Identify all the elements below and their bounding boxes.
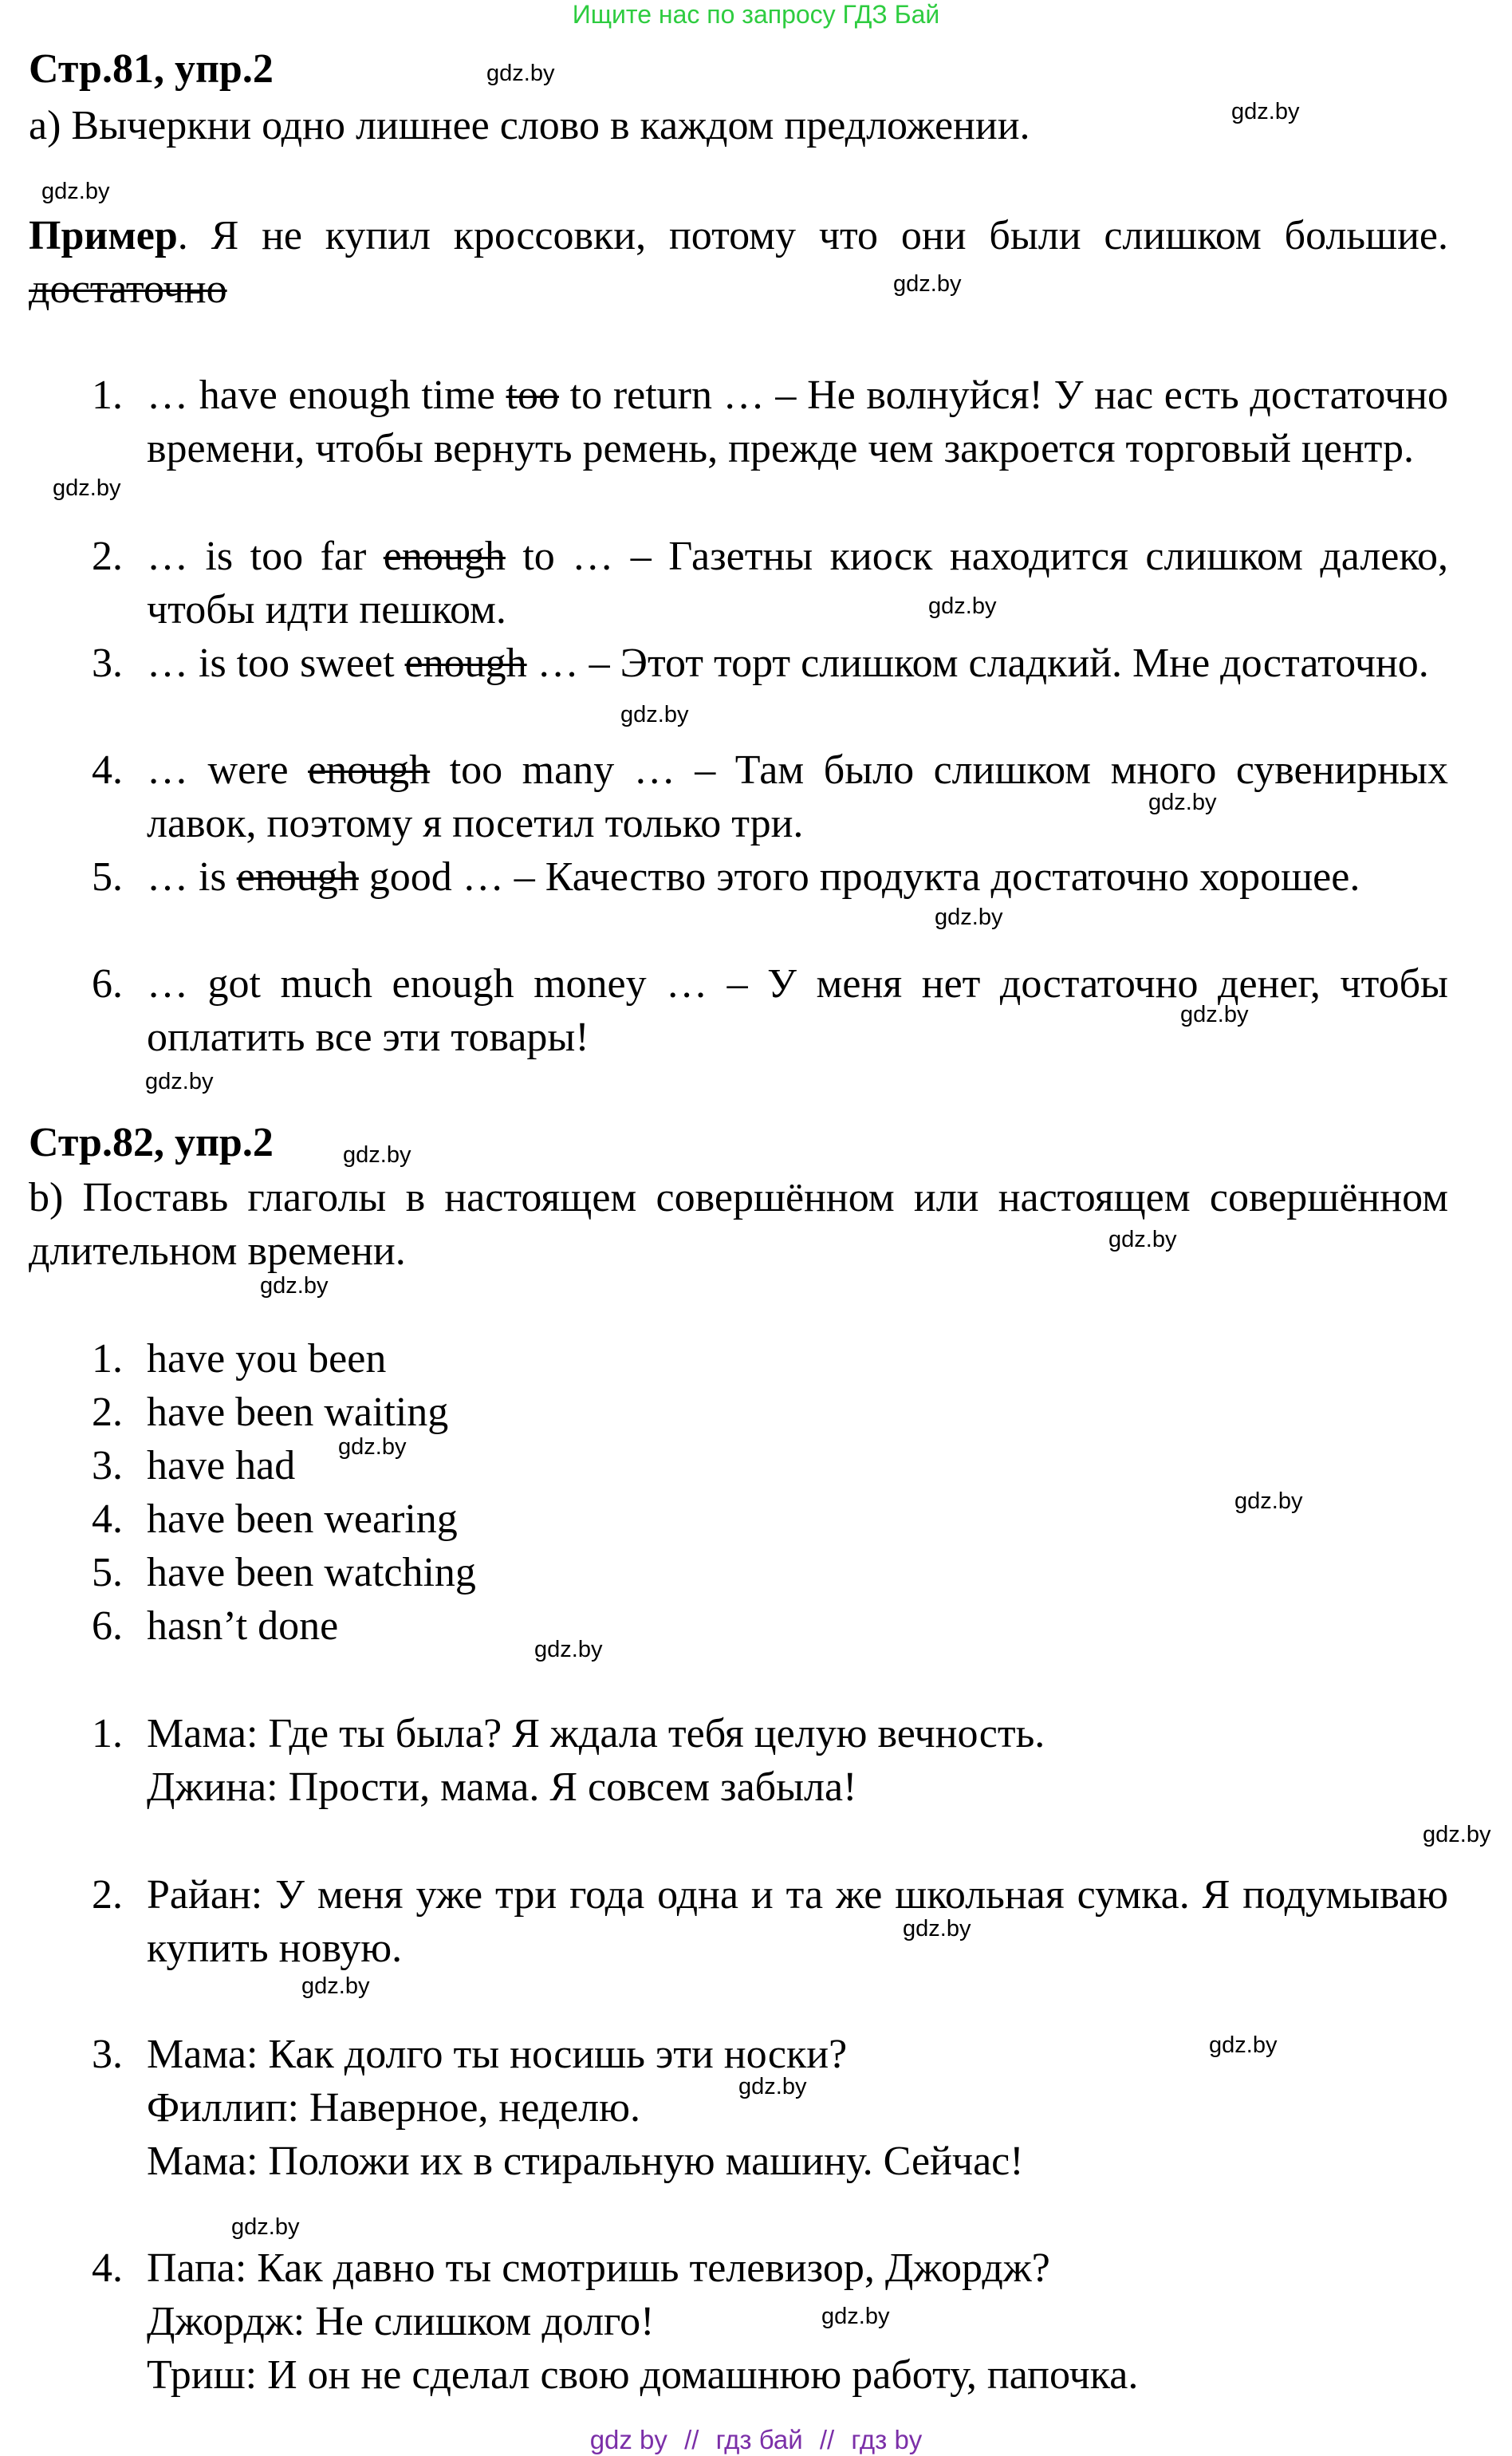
watermark: gdz.by: [903, 1916, 971, 1942]
watermark: gdz.by: [41, 179, 110, 204]
dialogue-1-line-1: Мама: Где ты была? Я ждала тебя целую вечность.: [147, 1711, 1045, 1756]
item-3-number: 3.: [92, 641, 123, 686]
item-4-strike: enough: [308, 747, 431, 793]
watermark: gdz.by: [821, 2304, 890, 2329]
answer-4-text: have been wearing: [147, 1496, 458, 1542]
item-2-pre: … is too far: [147, 534, 384, 579]
item-4-pre: … were: [147, 747, 309, 793]
example-strike: достаточно: [29, 266, 227, 312]
item-3-text: [147, 637, 1448, 690]
watermark: gdz.by: [620, 702, 689, 727]
item-3-post: … – Этот торт слишком сладкий. Мне достаточно.: [526, 641, 1429, 686]
bottom-link-1[interactable]: gdz by: [589, 2425, 667, 2454]
dialogue-4-line-1: Папа: Как давно ты смотришь телевизор, Джордж?: [147, 2245, 1050, 2291]
dialogue-1-number: 1.: [92, 1711, 123, 1756]
watermark: gdz.by: [231, 2214, 300, 2240]
watermark: gdz.by: [1231, 99, 1300, 124]
item-6-pre: … got much enough money … – У меня нет достаточно денег, чтобы оплатить все эти товары!: [147, 961, 1448, 1060]
item-6-number: 6.: [92, 961, 123, 1007]
dialogue-2-number: 2.: [92, 1872, 123, 1918]
item-4-text: [147, 743, 1448, 850]
dialogue-3-line-1: Мама: Как долго ты носишь эти носки?: [147, 2032, 848, 2077]
watermark: gdz.by: [935, 905, 1003, 930]
item-3-pre: … is too sweet: [147, 641, 405, 686]
bottom-banner[interactable]: [0, 2425, 1512, 2455]
bottom-separator: //: [684, 2425, 699, 2454]
watermark: gdz.by: [928, 593, 997, 619]
answer-1-text: have you been: [147, 1336, 387, 1382]
item-5-text: [147, 850, 1448, 904]
bottom-separator: //: [819, 2425, 835, 2454]
item-1-text: [147, 369, 1448, 475]
section1-example: [29, 209, 1448, 316]
item-1-number: 1.: [92, 373, 123, 418]
answer-5-text: have been watching: [147, 1550, 476, 1595]
item-5-post: good … – Качество этого продукта достаточно хорошее.: [358, 854, 1360, 900]
watermark: gdz.by: [301, 1973, 370, 1999]
item-2-number: 2.: [92, 534, 123, 579]
section2-heading: Стр.82, упр.2: [29, 1120, 274, 1165]
item-5-strike: enough: [236, 854, 359, 900]
answer-2-text: have been waiting: [147, 1390, 449, 1435]
item-5-pre: … is: [147, 854, 237, 900]
watermark: gdz.by: [1180, 1002, 1249, 1027]
dialogue-3-number: 3.: [92, 2032, 123, 2077]
item-2-post: to … – Газетны киоск находится слишком далеко, чтобы идти пешком.: [147, 534, 1448, 633]
item-4-number: 4.: [92, 747, 123, 793]
item-4-post: too many … – Там было слишком много сувенирных лавок, поэтому я посетил только три.: [147, 747, 1448, 846]
dialogue-1-line-2: Джина: Прости, мама. Я совсем забыла!: [147, 1764, 857, 1810]
item-1-pre: … have enough time: [147, 373, 506, 418]
watermark: gdz.by: [486, 61, 555, 86]
item-1-strike: too: [506, 373, 559, 418]
watermark: gdz.by: [534, 1637, 603, 1662]
bottom-link-3[interactable]: гдз by: [851, 2425, 923, 2454]
dialogue-3-line-2: Филлип: Наверное, неделю.: [147, 2085, 640, 2131]
item-3-strike: enough: [404, 641, 527, 686]
section1-task: а) Вычеркни одно лишнее слово в каждом предложении.: [29, 103, 1030, 148]
bottom-link-2[interactable]: гдз бай: [715, 2425, 803, 2454]
example-text: . Я не купил кроссовки, потому что они были слишком большие.: [177, 213, 1448, 258]
watermark: gdz.by: [1209, 2032, 1278, 2058]
answer-2-number: 2.: [92, 1390, 123, 1435]
watermark: gdz.by: [738, 2074, 807, 2099]
watermark: gdz.by: [1234, 1488, 1303, 1514]
watermark: gdz.by: [338, 1434, 407, 1460]
dialogue-4-number: 4.: [92, 2245, 123, 2291]
item-2-text: [147, 530, 1448, 637]
watermark: gdz.by: [893, 271, 962, 297]
dialogue-4-line-3: Триш: И он не сделал свою домашнюю работу, папочка.: [147, 2352, 1139, 2398]
answer-5-number: 5.: [92, 1550, 123, 1595]
section2-task: b) Поставь глаголы в настоящем совершённом или настоящем совершённом длительном времени.: [29, 1175, 1448, 1274]
answer-1-number: 1.: [92, 1336, 123, 1382]
answer-4-number: 4.: [92, 1496, 123, 1542]
dialogue-2-line-1: Райан: У меня уже три года одна и та же школьная сумка. Я подумываю купить новую.: [147, 1872, 1448, 1971]
item-5-number: 5.: [92, 854, 123, 900]
dialogue-4-line-2: Джордж: Не слишком долго!: [147, 2299, 655, 2344]
watermark: gdz.by: [145, 1069, 214, 1094]
item-6-text: [147, 957, 1448, 1064]
answer-6-text: hasn’t done: [147, 1603, 339, 1649]
watermark: gdz.by: [1148, 790, 1217, 815]
dialogue-3-line-3: Мама: Положи их в стиральную машину. Сейчас!: [147, 2139, 1024, 2184]
watermark: gdz.by: [343, 1142, 411, 1168]
item-1-post: to return … – Не волнуйся! У нас есть достаточно времени, чтобы вернуть ремень, прежде чем закроется торговый центр.: [147, 373, 1448, 471]
watermark: gdz.by: [1108, 1227, 1177, 1252]
section1-heading: Стр.81, упр.2: [29, 46, 274, 92]
answer-3-number: 3.: [92, 1443, 123, 1488]
example-label: Пример: [29, 213, 178, 258]
answer-3-text: have had: [147, 1443, 296, 1488]
watermark: gdz.by: [260, 1273, 329, 1299]
watermark: gdz.by: [1423, 1822, 1491, 1847]
item-2-strike: enough: [383, 534, 506, 579]
watermark: gdz.by: [53, 475, 121, 501]
answer-6-number: 6.: [92, 1603, 123, 1649]
top-banner[interactable]: Ищите нас по запросу ГДЗ Бай: [572, 0, 940, 29]
